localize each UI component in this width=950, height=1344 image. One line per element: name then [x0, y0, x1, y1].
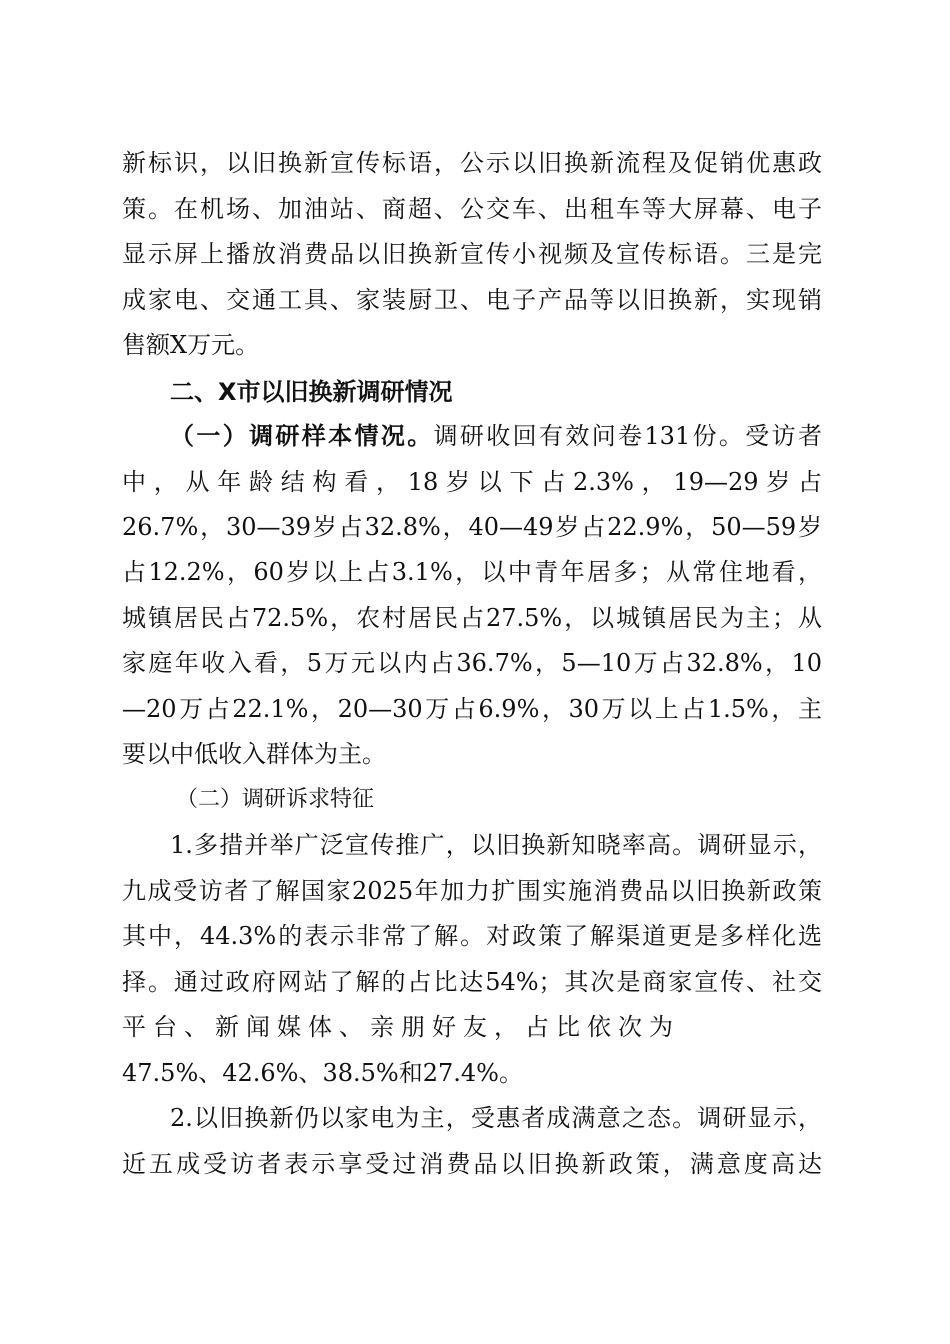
paragraph-line: 1.多措并举广泛宣传推广，以旧换新知晓率高。调研显示， — [170, 831, 822, 859]
paragraph-line: 显示屏上播放消费品以旧换新宣传小视频及宣传标语。三是完 — [122, 240, 822, 268]
paragraph-line: 成家电、交通工具、家装厨卫、电子产品等以旧换新，实现销 — [122, 286, 822, 314]
paragraph-line: 择。通过政府网站了解的占比达54%；其次是商家宣传、社交 — [122, 968, 822, 996]
paragraph-line: —20万占22.1%，20—30万占6.9%，30万以上占1.5%，主 — [122, 695, 822, 723]
paragraph-line: 要以中低收入群体为主。 — [122, 740, 386, 768]
paragraph-line: 中，从年龄结构看，18岁以下占2.3%，19—29岁占 — [122, 468, 822, 496]
features-heading: （二）调研诉求特征 — [176, 787, 375, 812]
paragraph-line: 近五成受访者表示享受过消费品以旧换新政策，满意度高达 — [122, 1150, 822, 1178]
sample-text: 调研收回有效问卷131份。受访者 — [433, 422, 822, 450]
paragraph-line: 九成受访者了解国家2025年加力扩围实施消费品以旧换新政策 — [122, 877, 822, 905]
paragraph-line: 26.7%，30—39岁占32.8%，40—49岁占22.9%，50—59岁 — [122, 513, 822, 541]
paragraph-line: 新标识，以旧换新宣传标语，公示以旧换新流程及促销优惠政 — [122, 149, 822, 177]
section-heading: 二、X市以旧换新调研情况 — [170, 378, 453, 406]
paragraph-line: 47.5%、42.6%、38.5%和27.4%。 — [122, 1059, 523, 1087]
sample-paragraph-first-line — [170, 416, 822, 456]
paragraph-line: 2.以旧换新仍以家电为主，受惠者成满意之态。调研显示， — [170, 1104, 822, 1132]
paragraph-line: 其中，44.3%的表示非常了解。对政策了解渠道更是多样化选 — [122, 922, 822, 950]
paragraph-line: 售额X万元。 — [122, 331, 260, 359]
paragraph-line: 占12.2%，60岁以上占3.1%，以中青年居多；从常住地看， — [122, 558, 822, 586]
paragraph-line: 平台、新闻媒体、亲朋好友，占比依次为 — [122, 1013, 680, 1041]
paragraph-line: 城镇居民占72.5%，农村居民占27.5%，以城镇居民为主；从 — [122, 604, 822, 632]
paragraph-line: 策。在机场、加油站、商超、公交车、出租车等大屏幕、电子 — [122, 195, 822, 223]
paragraph-line: 家庭年收入看，5万元以内占36.7%，5—10万占32.8%，10 — [122, 649, 822, 677]
sample-title: （一）调研样本情况。 — [170, 422, 434, 450]
